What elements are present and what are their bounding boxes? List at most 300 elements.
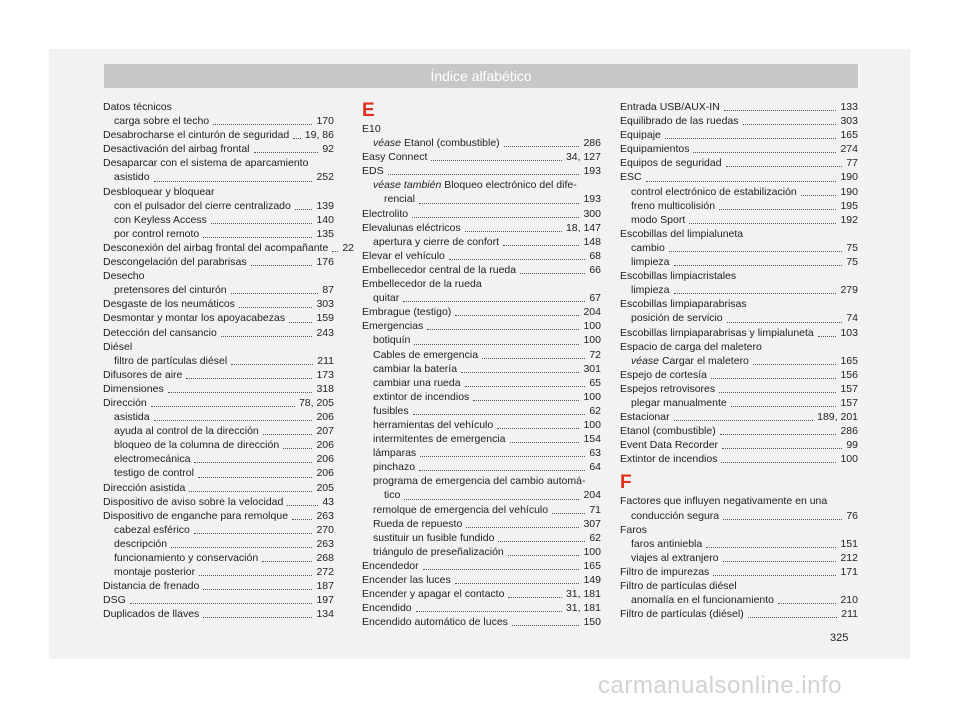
entry-term bbox=[620, 100, 720, 114]
dot-leader bbox=[419, 201, 580, 204]
entry-term bbox=[362, 207, 408, 221]
entry-text: intermitentes de emergencia bbox=[373, 433, 506, 446]
dot-leader bbox=[731, 404, 837, 407]
entry-text: Encendido bbox=[362, 602, 412, 615]
entry-page-ref: 157 bbox=[840, 382, 858, 395]
entry-page-ref: 243 bbox=[316, 326, 334, 339]
entry-page-ref: 150 bbox=[583, 616, 601, 629]
entry-page-ref: 286 bbox=[840, 425, 858, 438]
entry-page-ref: 31, 181 bbox=[565, 602, 601, 615]
index-entry bbox=[620, 100, 858, 114]
entry-page-ref: 204 bbox=[583, 306, 601, 319]
entry-term bbox=[362, 221, 461, 235]
index-entry bbox=[103, 297, 334, 311]
entry-text: lámparas bbox=[373, 447, 417, 460]
entry-page-ref: 252 bbox=[316, 171, 334, 184]
entry-term bbox=[373, 446, 416, 460]
entry-page-ref: 66 bbox=[589, 263, 601, 276]
entry-text: Bloqueo electrónico del dife- bbox=[441, 179, 577, 192]
entry-text: pretensores del cinturón bbox=[114, 284, 227, 297]
entry-term bbox=[631, 311, 723, 325]
entry-page-ref: 157 bbox=[840, 396, 858, 409]
dot-leader bbox=[293, 136, 301, 139]
dot-leader bbox=[254, 150, 319, 153]
entry-term bbox=[114, 199, 291, 213]
entry-term bbox=[362, 573, 451, 587]
index-entry bbox=[362, 362, 601, 376]
entry-text: Desabrocharse el cinturón de seguridad bbox=[103, 129, 290, 142]
index-entry bbox=[620, 311, 858, 325]
entry-term bbox=[631, 537, 702, 551]
entry-term bbox=[631, 509, 719, 523]
entry-text: Rueda de repuesto bbox=[373, 517, 463, 530]
entry-term bbox=[114, 452, 190, 466]
entry-text: DSG bbox=[103, 594, 126, 607]
entry-page-ref: 210 bbox=[840, 594, 858, 607]
dot-leader bbox=[231, 362, 313, 365]
entry-page-ref: 75 bbox=[846, 256, 858, 269]
entry-page-ref: 159 bbox=[316, 312, 334, 325]
index-entry bbox=[362, 319, 601, 333]
entry-term bbox=[114, 213, 207, 227]
dot-leader bbox=[801, 193, 837, 196]
entry-page-ref: 140 bbox=[316, 213, 334, 226]
entry-page-ref: 195 bbox=[840, 199, 858, 212]
entry-term bbox=[620, 452, 717, 466]
index-entry bbox=[620, 565, 858, 579]
entry-page-ref: 206 bbox=[316, 439, 334, 452]
cross-reference-label: véase bbox=[631, 354, 660, 367]
entry-text: Espejo de cortesía bbox=[620, 368, 707, 381]
dot-leader bbox=[130, 601, 313, 604]
entry-text: Dispositivo de aviso sobre la velocidad bbox=[103, 495, 284, 508]
entry-page-ref: 154 bbox=[583, 433, 601, 446]
index-entry bbox=[620, 382, 858, 396]
dot-leader bbox=[239, 305, 313, 308]
entry-page-ref: 135 bbox=[316, 227, 334, 240]
dot-leader bbox=[168, 390, 313, 393]
entry-term bbox=[103, 255, 247, 269]
entry-text: herramientas del vehículo bbox=[373, 418, 494, 431]
entry-page-ref: 100 bbox=[583, 320, 601, 333]
entry-page-ref: 170 bbox=[316, 115, 334, 128]
dot-leader bbox=[283, 446, 312, 449]
dot-leader bbox=[552, 511, 585, 514]
entry-term bbox=[103, 185, 334, 199]
entry-text: tico bbox=[384, 489, 401, 502]
entry-term bbox=[114, 410, 150, 424]
entry-page-ref: 211 bbox=[841, 608, 858, 621]
entry-term bbox=[373, 333, 410, 347]
index-entry bbox=[362, 207, 601, 221]
entry-term bbox=[620, 565, 709, 579]
dot-leader bbox=[669, 249, 842, 252]
entry-term bbox=[620, 410, 670, 424]
dot-leader bbox=[674, 418, 814, 421]
dot-leader bbox=[646, 179, 837, 182]
index-entry bbox=[103, 311, 334, 325]
entry-term bbox=[620, 142, 689, 156]
entry-text: por control remoto bbox=[114, 227, 200, 240]
entry-term bbox=[620, 368, 707, 382]
entry-text: rencial bbox=[384, 193, 415, 206]
entry-text: Escobillas del limpialuneta bbox=[620, 227, 744, 240]
index-entry bbox=[103, 340, 334, 354]
dot-leader bbox=[455, 313, 579, 316]
entry-text: plegar manualmente bbox=[631, 396, 727, 409]
index-entry bbox=[362, 178, 601, 192]
dot-leader bbox=[753, 362, 837, 365]
entry-term bbox=[620, 269, 858, 283]
dot-leader bbox=[726, 164, 843, 167]
index-entry bbox=[362, 136, 601, 150]
entry-term bbox=[103, 128, 289, 142]
entry-page-ref: 99 bbox=[846, 439, 858, 452]
index-entry bbox=[620, 185, 858, 199]
index-entry bbox=[103, 128, 334, 142]
entry-term bbox=[362, 150, 427, 164]
entry-term bbox=[631, 283, 670, 297]
index-entry bbox=[103, 241, 355, 255]
entry-page-ref: 165 bbox=[840, 129, 858, 142]
entry-term bbox=[114, 114, 209, 128]
index-entry bbox=[362, 235, 601, 249]
index-entry bbox=[620, 452, 858, 466]
entry-page-ref: 173 bbox=[316, 368, 334, 381]
entry-text: Desbloquear y bloquear bbox=[103, 185, 215, 198]
index-entry bbox=[362, 432, 601, 446]
entry-term bbox=[620, 297, 858, 311]
entry-page-ref: 100 bbox=[583, 418, 601, 431]
index-entry bbox=[362, 376, 601, 390]
entry-text: Embrague (testigo) bbox=[362, 306, 452, 319]
entry-page-ref: 211 bbox=[317, 354, 334, 367]
entry-page-ref: 100 bbox=[583, 334, 601, 347]
entry-text: fusibles bbox=[373, 404, 409, 417]
index-entry bbox=[362, 305, 601, 319]
index-entry bbox=[103, 185, 334, 199]
dot-leader bbox=[689, 221, 836, 224]
index-entry bbox=[103, 114, 334, 128]
entry-term bbox=[373, 404, 409, 418]
entry-term bbox=[362, 615, 508, 629]
entry-text: Descongelación del parabrisas bbox=[103, 256, 247, 269]
entry-term bbox=[362, 277, 601, 291]
entry-term bbox=[373, 178, 601, 192]
entry-text: faros antiniebla bbox=[631, 537, 703, 550]
dot-leader bbox=[194, 531, 313, 534]
entry-page-ref: 92 bbox=[322, 143, 334, 156]
entry-page-ref: 148 bbox=[583, 235, 601, 248]
index-entry bbox=[620, 354, 858, 368]
index-column-2 bbox=[362, 100, 601, 629]
entry-term bbox=[362, 601, 412, 615]
entry-term bbox=[631, 354, 749, 368]
entry-text: Encendido automático de luces bbox=[362, 616, 508, 629]
index-column-1 bbox=[103, 100, 355, 621]
entry-page-ref: 151 bbox=[840, 537, 858, 550]
entry-term bbox=[373, 545, 504, 559]
index-entry bbox=[103, 100, 334, 114]
entry-term bbox=[103, 241, 328, 255]
entry-page-ref: 43 bbox=[322, 495, 334, 508]
dot-leader bbox=[194, 460, 312, 463]
dot-leader bbox=[420, 454, 585, 457]
dot-leader bbox=[504, 144, 580, 147]
dot-leader bbox=[818, 334, 837, 337]
entry-text: cambio bbox=[631, 241, 665, 254]
entry-text: Espejos retrovisores bbox=[620, 382, 716, 395]
index-entry bbox=[362, 460, 601, 474]
entry-page-ref: 193 bbox=[583, 193, 601, 206]
index-entry bbox=[620, 255, 858, 269]
entry-text: Diésel bbox=[103, 340, 133, 353]
index-entry bbox=[620, 523, 858, 537]
dot-leader bbox=[711, 376, 837, 379]
index-entry bbox=[362, 263, 601, 277]
entry-text: limpieza bbox=[631, 284, 670, 297]
entry-page-ref: 270 bbox=[316, 523, 334, 536]
entry-term bbox=[373, 291, 399, 305]
entry-text: apertura y cierre de confort bbox=[373, 235, 500, 248]
index-entry bbox=[103, 452, 334, 466]
dot-leader bbox=[412, 215, 579, 218]
index-entry bbox=[362, 531, 601, 545]
entry-text: anomalía en el funcionamiento bbox=[631, 594, 775, 607]
entry-term bbox=[620, 494, 858, 508]
entry-term bbox=[373, 235, 499, 249]
index-entry bbox=[362, 446, 601, 460]
entry-text: descripción bbox=[114, 537, 168, 550]
index-entry bbox=[362, 404, 601, 418]
index-entry bbox=[620, 142, 858, 156]
watermark: carmanualsonline.info bbox=[598, 672, 842, 699]
entry-term bbox=[373, 348, 478, 362]
entry-page-ref: 72 bbox=[589, 348, 601, 361]
entry-term bbox=[362, 559, 419, 573]
dot-leader bbox=[231, 291, 319, 294]
entry-term bbox=[631, 255, 670, 269]
entry-page-ref: 139 bbox=[316, 199, 334, 212]
index-entry bbox=[103, 326, 334, 340]
entry-text: cambiar una rueda bbox=[373, 376, 461, 389]
entry-page-ref: 100 bbox=[583, 545, 601, 558]
index-entry bbox=[620, 494, 858, 508]
dot-leader bbox=[473, 398, 579, 401]
index-entry bbox=[103, 495, 334, 509]
entry-page-ref: 67 bbox=[589, 292, 601, 305]
entry-term bbox=[103, 156, 334, 170]
entry-page-ref: 286 bbox=[583, 137, 601, 150]
dot-leader bbox=[693, 150, 836, 153]
entry-page-ref: 197 bbox=[316, 594, 334, 607]
index-entry bbox=[620, 424, 858, 438]
entry-term bbox=[620, 114, 739, 128]
dot-leader bbox=[154, 179, 313, 182]
entry-page-ref: 19, 86 bbox=[304, 129, 334, 142]
dot-leader bbox=[482, 356, 585, 359]
entry-term bbox=[373, 390, 469, 404]
entry-text: Cables de emergencia bbox=[373, 348, 479, 361]
entry-term bbox=[114, 565, 195, 579]
dot-leader bbox=[213, 122, 312, 125]
dot-leader bbox=[413, 412, 586, 415]
entry-term bbox=[620, 424, 716, 438]
entry-term bbox=[631, 185, 797, 199]
entry-text: Filtro de partículas (diésel) bbox=[620, 608, 744, 621]
entry-text: con Keyless Access bbox=[114, 213, 207, 226]
entry-term bbox=[103, 340, 334, 354]
index-entry bbox=[103, 368, 334, 382]
entry-page-ref: 318 bbox=[316, 382, 334, 395]
entry-page-ref: 165 bbox=[583, 559, 601, 572]
index-entry bbox=[620, 607, 858, 621]
dot-leader bbox=[423, 567, 580, 570]
index-entry bbox=[103, 579, 334, 593]
entry-text: freno multicolisión bbox=[631, 199, 716, 212]
index-entry bbox=[103, 424, 334, 438]
entry-text: testigo de control bbox=[114, 467, 194, 480]
entry-term bbox=[103, 396, 147, 410]
entry-term bbox=[362, 164, 384, 178]
entry-text: remolque de emergencia del vehículo bbox=[373, 503, 549, 516]
entry-page-ref: 22 bbox=[342, 241, 355, 254]
index-entry bbox=[103, 396, 334, 410]
entry-text: funcionamiento y conservación bbox=[114, 552, 259, 564]
index-entry bbox=[103, 255, 334, 269]
entry-page-ref: 100 bbox=[840, 453, 858, 466]
entry-page-ref: 300 bbox=[583, 207, 601, 220]
index-entry bbox=[362, 249, 601, 263]
index-entry bbox=[103, 607, 334, 621]
entry-term bbox=[620, 128, 661, 142]
entry-text: cambiar la batería bbox=[373, 362, 458, 375]
index-entry bbox=[362, 333, 601, 347]
entry-page-ref: 206 bbox=[316, 411, 334, 424]
entry-page-ref: 65 bbox=[589, 376, 601, 389]
index-entry bbox=[620, 396, 858, 410]
section-letter: E bbox=[362, 100, 375, 121]
page-title: Índice alfabético bbox=[104, 64, 858, 88]
dot-leader bbox=[171, 545, 312, 548]
index-entry bbox=[362, 390, 601, 404]
entry-term bbox=[103, 481, 185, 495]
entry-page-ref: 206 bbox=[316, 453, 334, 466]
dot-leader bbox=[508, 553, 580, 556]
dot-leader bbox=[198, 475, 313, 478]
entry-text: Estacionar bbox=[620, 411, 670, 424]
dot-leader bbox=[512, 623, 580, 626]
dot-leader bbox=[727, 320, 843, 323]
entry-page-ref: 187 bbox=[316, 580, 334, 593]
entry-text: Escobillas limpiaparabrisas y limpialuneta bbox=[620, 326, 814, 339]
index-entry bbox=[620, 326, 858, 340]
entry-term bbox=[373, 362, 457, 376]
entry-page-ref: 206 bbox=[316, 467, 334, 480]
dot-leader bbox=[292, 517, 312, 520]
dot-leader bbox=[713, 573, 836, 576]
dot-leader bbox=[674, 291, 837, 294]
entry-term bbox=[373, 517, 462, 531]
index-entry bbox=[362, 545, 601, 559]
entry-term bbox=[631, 593, 774, 607]
index-entry bbox=[620, 410, 858, 424]
entry-page-ref: 78, 205 bbox=[298, 396, 334, 409]
entry-text: limpieza bbox=[631, 256, 670, 269]
dot-leader bbox=[287, 503, 318, 506]
index-entry bbox=[103, 354, 334, 368]
entry-text: triángulo de preseñalización bbox=[373, 545, 504, 558]
entry-term bbox=[384, 192, 415, 206]
index-entry bbox=[620, 551, 858, 565]
entry-term bbox=[631, 551, 719, 565]
entry-text: Equipaje bbox=[620, 129, 661, 142]
entry-text: Escobillas limpiacristales bbox=[620, 270, 737, 283]
index-entry bbox=[362, 277, 601, 291]
entry-term bbox=[620, 156, 722, 170]
entry-page-ref: 64 bbox=[589, 461, 601, 474]
entry-term bbox=[373, 531, 494, 545]
entry-text: Entrada USB/AUX-IN bbox=[620, 101, 720, 113]
dot-leader bbox=[199, 573, 312, 576]
dot-leader bbox=[497, 426, 579, 429]
index-entry bbox=[620, 283, 858, 297]
index-entry bbox=[620, 438, 858, 452]
dot-leader bbox=[403, 299, 585, 302]
index-entry bbox=[620, 297, 858, 311]
entry-term bbox=[620, 523, 858, 537]
entry-term bbox=[620, 579, 858, 593]
index-entry bbox=[362, 601, 601, 615]
entry-text: viajes al extranjero bbox=[631, 551, 719, 564]
dot-leader bbox=[510, 440, 580, 443]
index-entry bbox=[103, 523, 334, 537]
entry-text: extintor de incendios bbox=[373, 390, 470, 403]
dot-leader bbox=[520, 271, 585, 274]
entry-text: bloqueo de la columna de dirección bbox=[114, 439, 280, 452]
entry-text: Dirección asistida bbox=[103, 481, 186, 494]
entry-term bbox=[103, 495, 283, 509]
entry-term bbox=[620, 382, 715, 396]
entry-page-ref: 63 bbox=[589, 447, 601, 460]
entry-term bbox=[103, 326, 217, 340]
entry-text: Desecho bbox=[103, 270, 145, 283]
entry-text: asistido bbox=[114, 171, 150, 184]
entry-page-ref: 18, 147 bbox=[565, 221, 601, 234]
index-entry bbox=[103, 551, 334, 565]
entry-page-ref: 274 bbox=[840, 143, 858, 156]
index-entry bbox=[103, 213, 334, 227]
entry-term bbox=[103, 382, 164, 396]
entry-term bbox=[103, 297, 235, 311]
entry-text: Equilibrado de las ruedas bbox=[620, 115, 739, 128]
index-entry bbox=[620, 509, 858, 523]
index-entry bbox=[362, 418, 601, 432]
dot-leader bbox=[221, 334, 313, 337]
entry-page-ref: 133 bbox=[840, 101, 858, 113]
dot-leader bbox=[498, 539, 585, 542]
dot-leader bbox=[455, 581, 580, 584]
index-entry bbox=[362, 615, 601, 629]
index-entry bbox=[620, 241, 858, 255]
entry-term bbox=[373, 474, 601, 488]
entry-page-ref: 76 bbox=[846, 509, 858, 522]
entry-text: Event Data Recorder bbox=[620, 439, 719, 452]
entry-text: Dispositivo de enganche para remolque bbox=[103, 509, 289, 522]
entry-term bbox=[373, 432, 506, 446]
entry-term bbox=[620, 326, 814, 340]
entry-term bbox=[103, 509, 288, 523]
